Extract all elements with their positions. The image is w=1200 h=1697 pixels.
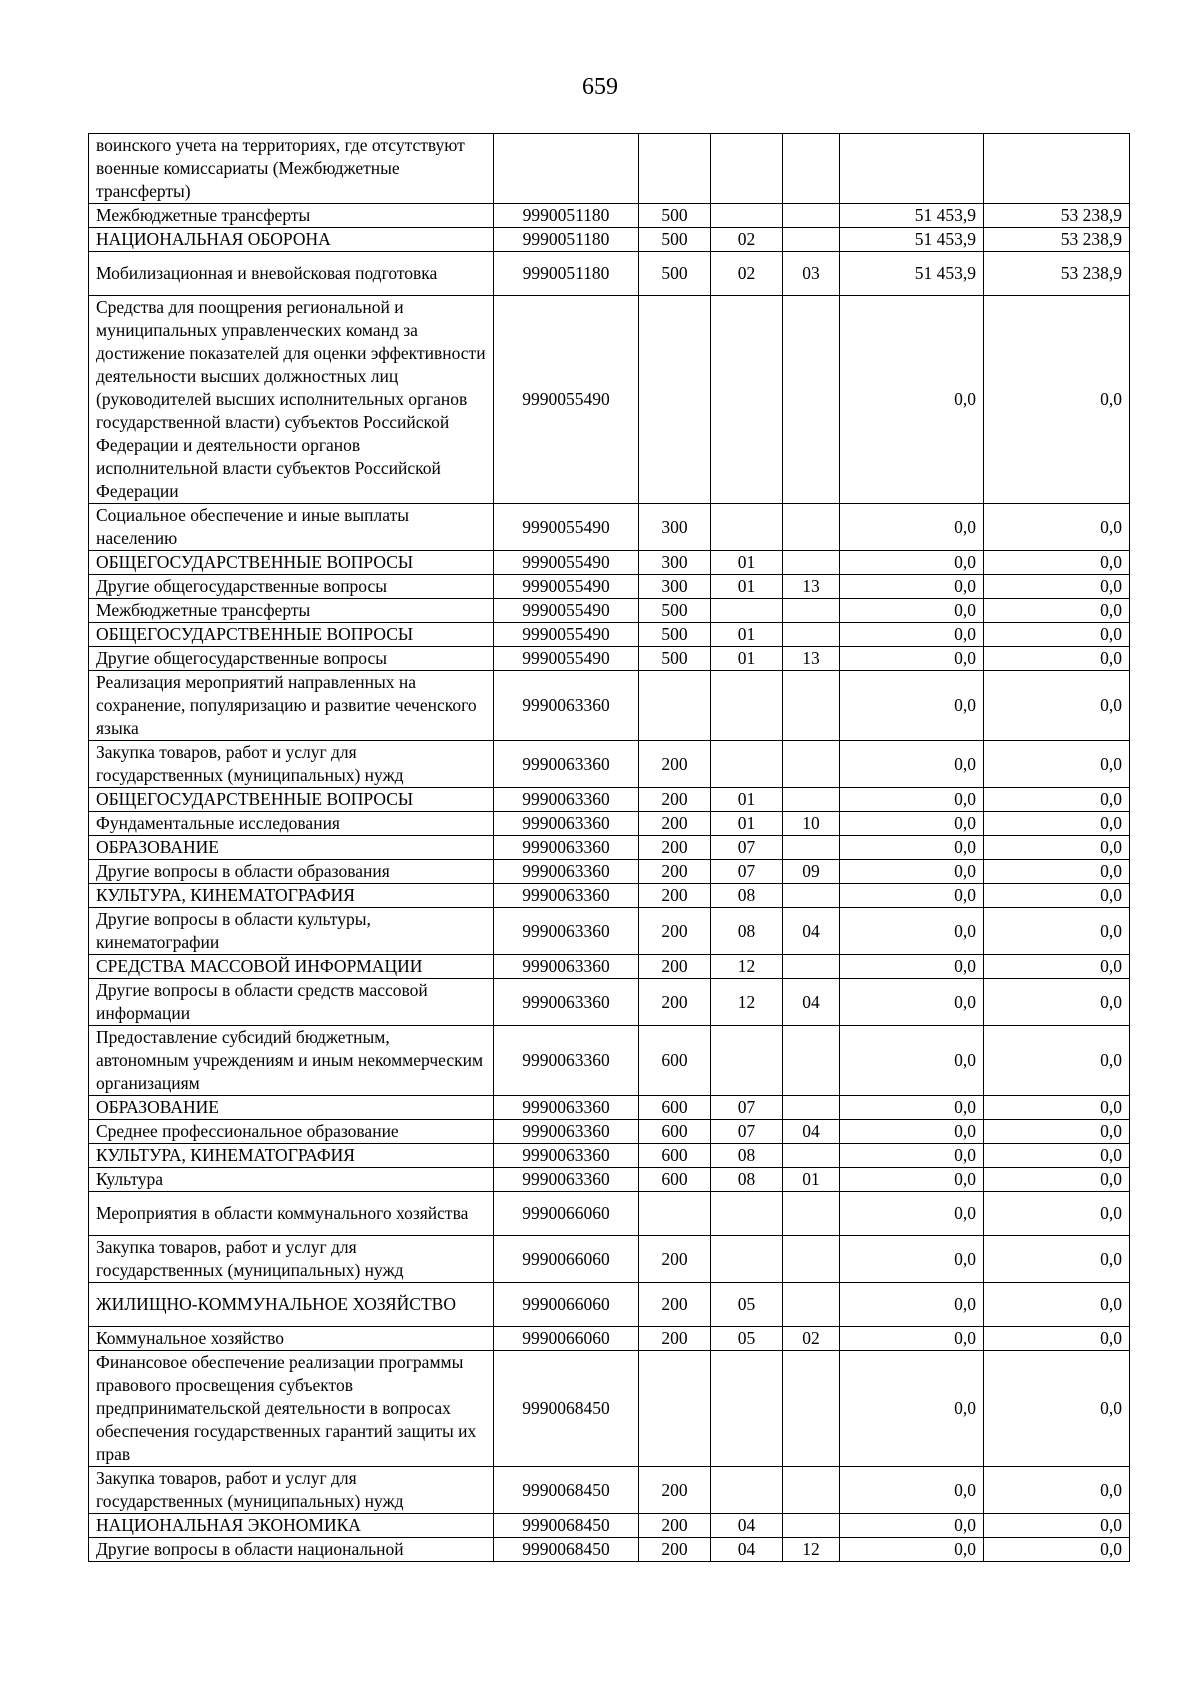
cell-target-article: 9990063360	[494, 1168, 639, 1192]
cell-section: 04	[711, 1538, 783, 1562]
cell-amount-year-1: 0,0	[840, 979, 984, 1026]
cell-subsection: 04	[783, 1120, 840, 1144]
cell-target-article: 9990068450	[494, 1467, 639, 1514]
cell-section	[711, 504, 783, 551]
cell-target-article	[494, 134, 639, 204]
cell-expense-type: 600	[639, 1144, 711, 1168]
cell-section	[711, 599, 783, 623]
cell-target-article: 9990066060	[494, 1192, 639, 1236]
cell-target-article: 9990063360	[494, 955, 639, 979]
cell-name: Другие общегосударственные вопросы	[89, 575, 494, 599]
cell-name: Мобилизационная и вневойсковая подготовка	[89, 252, 494, 296]
cell-target-article: 9990066060	[494, 1236, 639, 1283]
cell-amount-year-2: 0,0	[984, 1327, 1130, 1351]
cell-subsection	[783, 623, 840, 647]
cell-target-article: 9990063360	[494, 884, 639, 908]
cell-expense-type: 600	[639, 1168, 711, 1192]
table-row	[89, 1351, 1130, 1467]
cell-subsection: 09	[783, 860, 840, 884]
cell-target-article: 9990068450	[494, 1538, 639, 1562]
cell-subsection	[783, 1236, 840, 1283]
cell-name: ОБЩЕГОСУДАРСТВЕННЫЕ ВОПРОСЫ	[89, 788, 494, 812]
cell-amount-year-2: 0,0	[984, 741, 1130, 788]
cell-amount-year-1: 0,0	[840, 647, 984, 671]
cell-target-article: 9990063360	[494, 1096, 639, 1120]
cell-name: Фундаментальные исследования	[89, 812, 494, 836]
table-row	[89, 252, 1130, 296]
cell-section: 05	[711, 1327, 783, 1351]
cell-amount-year-2: 0,0	[984, 860, 1130, 884]
budget-table	[88, 133, 1130, 1562]
table-row	[89, 228, 1130, 252]
cell-amount-year-1: 0,0	[840, 1236, 984, 1283]
cell-subsection	[783, 204, 840, 228]
cell-name: Финансовое обеспечение реализации программы правового просвещения субъектов предпринимательской деятельности в вопросах обеспечения государственных гарантий защиты их прав	[89, 1351, 494, 1467]
cell-amount-year-1: 0,0	[840, 1192, 984, 1236]
cell-section: 01	[711, 551, 783, 575]
cell-expense-type: 200	[639, 741, 711, 788]
cell-target-article: 9990063360	[494, 1120, 639, 1144]
cell-amount-year-1: 0,0	[840, 551, 984, 575]
table-row	[89, 551, 1130, 575]
cell-amount-year-1: 51 453,9	[840, 252, 984, 296]
cell-section: 07	[711, 836, 783, 860]
cell-subsection	[783, 955, 840, 979]
cell-expense-type	[639, 671, 711, 741]
table-row	[89, 647, 1130, 671]
table-row	[89, 1144, 1130, 1168]
cell-amount-year-1: 0,0	[840, 599, 984, 623]
cell-amount-year-1: 51 453,9	[840, 204, 984, 228]
cell-amount-year-1: 0,0	[840, 575, 984, 599]
cell-expense-type: 200	[639, 955, 711, 979]
cell-section	[711, 296, 783, 504]
cell-section	[711, 1192, 783, 1236]
cell-name: Реализация мероприятий направленных на сохранение, популяризацию и развитие чеченского языка	[89, 671, 494, 741]
table-row	[89, 884, 1130, 908]
cell-amount-year-1: 0,0	[840, 504, 984, 551]
cell-section	[711, 134, 783, 204]
cell-section: 07	[711, 1096, 783, 1120]
cell-amount-year-1: 0,0	[840, 1120, 984, 1144]
cell-subsection	[783, 1144, 840, 1168]
cell-expense-type: 500	[639, 647, 711, 671]
cell-target-article: 9990063360	[494, 788, 639, 812]
cell-section: 12	[711, 979, 783, 1026]
cell-expense-type	[639, 134, 711, 204]
cell-amount-year-2: 0,0	[984, 1144, 1130, 1168]
cell-section	[711, 204, 783, 228]
cell-name: НАЦИОНАЛЬНАЯ ОБОРОНА	[89, 228, 494, 252]
cell-target-article: 9990068450	[494, 1351, 639, 1467]
cell-expense-type: 200	[639, 884, 711, 908]
cell-expense-type: 500	[639, 599, 711, 623]
cell-amount-year-2: 0,0	[984, 908, 1130, 955]
cell-amount-year-1: 0,0	[840, 836, 984, 860]
table-row	[89, 296, 1130, 504]
cell-amount-year-1: 0,0	[840, 955, 984, 979]
cell-subsection: 10	[783, 812, 840, 836]
cell-subsection: 02	[783, 1327, 840, 1351]
cell-amount-year-2: 0,0	[984, 575, 1130, 599]
cell-amount-year-1: 0,0	[840, 1351, 984, 1467]
cell-subsection	[783, 1096, 840, 1120]
cell-expense-type: 200	[639, 1538, 711, 1562]
table-row	[89, 955, 1130, 979]
cell-subsection	[783, 551, 840, 575]
cell-amount-year-2: 0,0	[984, 812, 1130, 836]
cell-name: Межбюджетные трансферты	[89, 204, 494, 228]
cell-target-article: 9990063360	[494, 908, 639, 955]
cell-subsection: 12	[783, 1538, 840, 1562]
cell-expense-type: 200	[639, 1236, 711, 1283]
cell-subsection: 03	[783, 252, 840, 296]
cell-section: 08	[711, 1144, 783, 1168]
cell-amount-year-2: 53 238,9	[984, 228, 1130, 252]
table-row	[89, 623, 1130, 647]
table-row	[89, 1467, 1130, 1514]
cell-subsection	[783, 1351, 840, 1467]
cell-target-article: 9990055490	[494, 623, 639, 647]
cell-name: Другие вопросы в области культуры, кинематографии	[89, 908, 494, 955]
cell-name: СРЕДСТВА МАССОВОЙ ИНФОРМАЦИИ	[89, 955, 494, 979]
cell-name: воинского учета на территориях, где отсутствуют военные комиссариаты (Межбюджетные трансферты)	[89, 134, 494, 204]
cell-amount-year-2: 0,0	[984, 296, 1130, 504]
cell-expense-type: 600	[639, 1096, 711, 1120]
cell-subsection: 13	[783, 575, 840, 599]
cell-subsection	[783, 788, 840, 812]
cell-amount-year-2: 0,0	[984, 1514, 1130, 1538]
cell-target-article: 9990066060	[494, 1283, 639, 1327]
cell-name: ОБЩЕГОСУДАРСТВЕННЫЕ ВОПРОСЫ	[89, 551, 494, 575]
cell-section: 08	[711, 1168, 783, 1192]
cell-amount-year-2: 0,0	[984, 671, 1130, 741]
cell-section	[711, 741, 783, 788]
cell-name: Другие вопросы в области средств массовой информации	[89, 979, 494, 1026]
cell-amount-year-1: 0,0	[840, 908, 984, 955]
cell-target-article: 9990068450	[494, 1514, 639, 1538]
cell-amount-year-1: 0,0	[840, 671, 984, 741]
cell-amount-year-2: 0,0	[984, 1538, 1130, 1562]
cell-amount-year-1: 0,0	[840, 1538, 984, 1562]
cell-section	[711, 1351, 783, 1467]
table-row	[89, 741, 1130, 788]
cell-section: 01	[711, 812, 783, 836]
cell-amount-year-2: 0,0	[984, 1192, 1130, 1236]
cell-name: КУЛЬТУРА, КИНЕМАТОГРАФИЯ	[89, 884, 494, 908]
cell-section	[711, 1026, 783, 1096]
cell-amount-year-2: 0,0	[984, 1467, 1130, 1514]
cell-name: Межбюджетные трансферты	[89, 599, 494, 623]
cell-section: 08	[711, 908, 783, 955]
cell-subsection	[783, 1514, 840, 1538]
cell-amount-year-2: 0,0	[984, 1096, 1130, 1120]
cell-expense-type: 200	[639, 1327, 711, 1351]
cell-amount-year-2: 0,0	[984, 979, 1130, 1026]
cell-expense-type	[639, 1192, 711, 1236]
cell-amount-year-1: 0,0	[840, 1168, 984, 1192]
cell-section	[711, 671, 783, 741]
cell-amount-year-1: 0,0	[840, 788, 984, 812]
table-row	[89, 1538, 1130, 1562]
table-row	[89, 908, 1130, 955]
table-row	[89, 1120, 1130, 1144]
cell-subsection	[783, 884, 840, 908]
cell-amount-year-1: 0,0	[840, 1096, 984, 1120]
cell-expense-type: 200	[639, 812, 711, 836]
cell-subsection	[783, 228, 840, 252]
cell-expense-type: 300	[639, 504, 711, 551]
table-row	[89, 836, 1130, 860]
table-row	[89, 788, 1130, 812]
cell-subsection	[783, 671, 840, 741]
cell-name: ОБРАЗОВАНИЕ	[89, 836, 494, 860]
table-row	[89, 671, 1130, 741]
cell-expense-type: 200	[639, 1514, 711, 1538]
cell-amount-year-2: 0,0	[984, 836, 1130, 860]
cell-amount-year-2: 0,0	[984, 551, 1130, 575]
cell-name: Другие общегосударственные вопросы	[89, 647, 494, 671]
cell-subsection	[783, 296, 840, 504]
cell-section: 01	[711, 647, 783, 671]
cell-subsection	[783, 741, 840, 788]
table-row	[89, 1026, 1130, 1096]
table-row	[89, 1283, 1130, 1327]
table-row	[89, 1236, 1130, 1283]
cell-amount-year-1: 0,0	[840, 296, 984, 504]
cell-amount-year-1: 0,0	[840, 1144, 984, 1168]
cell-section: 02	[711, 252, 783, 296]
cell-target-article: 9990051180	[494, 228, 639, 252]
table-row	[89, 575, 1130, 599]
cell-amount-year-1: 0,0	[840, 1514, 984, 1538]
cell-target-article: 9990055490	[494, 504, 639, 551]
cell-amount-year-2: 0,0	[984, 599, 1130, 623]
cell-expense-type: 200	[639, 908, 711, 955]
cell-section: 05	[711, 1283, 783, 1327]
cell-section: 08	[711, 884, 783, 908]
cell-name: Закупка товаров, работ и услуг для государственных (муниципальных) нужд	[89, 1467, 494, 1514]
cell-target-article: 9990055490	[494, 296, 639, 504]
cell-expense-type: 500	[639, 204, 711, 228]
cell-name: Культура	[89, 1168, 494, 1192]
table-row	[89, 1327, 1130, 1351]
cell-amount-year-2: 0,0	[984, 1236, 1130, 1283]
cell-name: Другие вопросы в области образования	[89, 860, 494, 884]
cell-subsection	[783, 1192, 840, 1236]
table-row	[89, 1514, 1130, 1538]
cell-expense-type: 200	[639, 836, 711, 860]
cell-amount-year-1: 0,0	[840, 741, 984, 788]
cell-expense-type: 200	[639, 860, 711, 884]
cell-subsection: 04	[783, 979, 840, 1026]
cell-amount-year-1: 0,0	[840, 623, 984, 647]
cell-section: 07	[711, 1120, 783, 1144]
cell-name: ЖИЛИЩНО-КОММУНАЛЬНОЕ ХОЗЯЙСТВО	[89, 1283, 494, 1327]
cell-amount-year-2: 0,0	[984, 623, 1130, 647]
cell-subsection: 13	[783, 647, 840, 671]
cell-expense-type: 500	[639, 623, 711, 647]
cell-subsection	[783, 504, 840, 551]
cell-amount-year-1	[840, 134, 984, 204]
cell-section	[711, 1467, 783, 1514]
cell-target-article: 9990055490	[494, 647, 639, 671]
cell-name: НАЦИОНАЛЬНАЯ ЭКОНОМИКА	[89, 1514, 494, 1538]
cell-target-article: 9990063360	[494, 979, 639, 1026]
cell-expense-type: 200	[639, 1283, 711, 1327]
cell-amount-year-2: 0,0	[984, 647, 1130, 671]
cell-name: Мероприятия в области коммунального хозяйства	[89, 1192, 494, 1236]
cell-expense-type: 200	[639, 979, 711, 1026]
cell-expense-type: 300	[639, 551, 711, 575]
cell-amount-year-1: 0,0	[840, 1026, 984, 1096]
table-row	[89, 504, 1130, 551]
page-number: 659	[582, 74, 618, 100]
cell-target-article: 9990063360	[494, 671, 639, 741]
cell-expense-type	[639, 296, 711, 504]
cell-amount-year-2: 0,0	[984, 955, 1130, 979]
cell-subsection	[783, 836, 840, 860]
cell-name: Среднее профессиональное образование	[89, 1120, 494, 1144]
cell-amount-year-1: 0,0	[840, 812, 984, 836]
table-row	[89, 134, 1130, 204]
cell-name: КУЛЬТУРА, КИНЕМАТОГРАФИЯ	[89, 1144, 494, 1168]
cell-target-article: 9990051180	[494, 252, 639, 296]
cell-target-article: 9990051180	[494, 204, 639, 228]
cell-name: Коммунальное хозяйство	[89, 1327, 494, 1351]
cell-name: Закупка товаров, работ и услуг для государственных (муниципальных) нужд	[89, 741, 494, 788]
cell-subsection: 04	[783, 908, 840, 955]
cell-expense-type: 300	[639, 575, 711, 599]
cell-subsection	[783, 1026, 840, 1096]
table-row	[89, 1192, 1130, 1236]
cell-name: Другие вопросы в области национальной	[89, 1538, 494, 1562]
cell-target-article: 9990063360	[494, 741, 639, 788]
cell-amount-year-1: 51 453,9	[840, 228, 984, 252]
cell-amount-year-2: 0,0	[984, 1026, 1130, 1096]
cell-amount-year-1: 0,0	[840, 860, 984, 884]
cell-section: 01	[711, 575, 783, 599]
cell-name: Средства для поощрения региональной и муниципальных управленческих команд за достижение показателей для оценки эффективности деятельности высших должностных лиц (руководителей высших исполнительных органов государственной власти) субъектов Российской Федерации и деятельности органов исполнительной власти субъектов Российской Федерации	[89, 296, 494, 504]
cell-section: 04	[711, 1514, 783, 1538]
cell-amount-year-1: 0,0	[840, 884, 984, 908]
cell-name: Закупка товаров, работ и услуг для государственных (муниципальных) нужд	[89, 1236, 494, 1283]
cell-expense-type: 500	[639, 228, 711, 252]
cell-expense-type: 200	[639, 788, 711, 812]
cell-expense-type: 600	[639, 1026, 711, 1096]
table-row	[89, 1096, 1130, 1120]
cell-target-article: 9990063360	[494, 860, 639, 884]
cell-amount-year-2: 0,0	[984, 1351, 1130, 1467]
cell-name: Предоставление субсидий бюджетным, автономным учреждениям и иным некоммерческим организациям	[89, 1026, 494, 1096]
table-row	[89, 599, 1130, 623]
cell-expense-type: 200	[639, 1467, 711, 1514]
cell-target-article: 9990055490	[494, 599, 639, 623]
table-row	[89, 979, 1130, 1026]
cell-expense-type: 500	[639, 252, 711, 296]
cell-target-article: 9990066060	[494, 1327, 639, 1351]
cell-name: Социальное обеспечение и иные выплаты населению	[89, 504, 494, 551]
cell-target-article: 9990063360	[494, 1144, 639, 1168]
cell-section: 01	[711, 623, 783, 647]
cell-amount-year-1: 0,0	[840, 1283, 984, 1327]
cell-amount-year-2: 0,0	[984, 884, 1130, 908]
cell-amount-year-2: 53 238,9	[984, 252, 1130, 296]
cell-amount-year-1: 0,0	[840, 1327, 984, 1351]
cell-amount-year-2: 0,0	[984, 1168, 1130, 1192]
cell-target-article: 9990063360	[494, 812, 639, 836]
cell-target-article: 9990055490	[494, 575, 639, 599]
cell-name: ОБЩЕГОСУДАРСТВЕННЫЕ ВОПРОСЫ	[89, 623, 494, 647]
table-row	[89, 1168, 1130, 1192]
cell-amount-year-2: 0,0	[984, 788, 1130, 812]
cell-amount-year-2: 0,0	[984, 1120, 1130, 1144]
table-row	[89, 204, 1130, 228]
cell-name: ОБРАЗОВАНИЕ	[89, 1096, 494, 1120]
cell-amount-year-2: 0,0	[984, 1283, 1130, 1327]
cell-section: 07	[711, 860, 783, 884]
cell-amount-year-1: 0,0	[840, 1467, 984, 1514]
cell-amount-year-2: 0,0	[984, 504, 1130, 551]
cell-section: 02	[711, 228, 783, 252]
cell-section: 01	[711, 788, 783, 812]
cell-target-article: 9990063360	[494, 1026, 639, 1096]
cell-subsection	[783, 1467, 840, 1514]
cell-amount-year-2: 53 238,9	[984, 204, 1130, 228]
cell-target-article: 9990063360	[494, 836, 639, 860]
cell-section	[711, 1236, 783, 1283]
table-row	[89, 860, 1130, 884]
cell-subsection: 01	[783, 1168, 840, 1192]
table-row	[89, 812, 1130, 836]
table-body	[89, 134, 1130, 1562]
cell-expense-type: 600	[639, 1120, 711, 1144]
cell-subsection	[783, 1283, 840, 1327]
cell-expense-type	[639, 1351, 711, 1467]
cell-subsection	[783, 599, 840, 623]
cell-target-article: 9990055490	[494, 551, 639, 575]
cell-subsection	[783, 134, 840, 204]
cell-amount-year-2	[984, 134, 1130, 204]
cell-section: 12	[711, 955, 783, 979]
